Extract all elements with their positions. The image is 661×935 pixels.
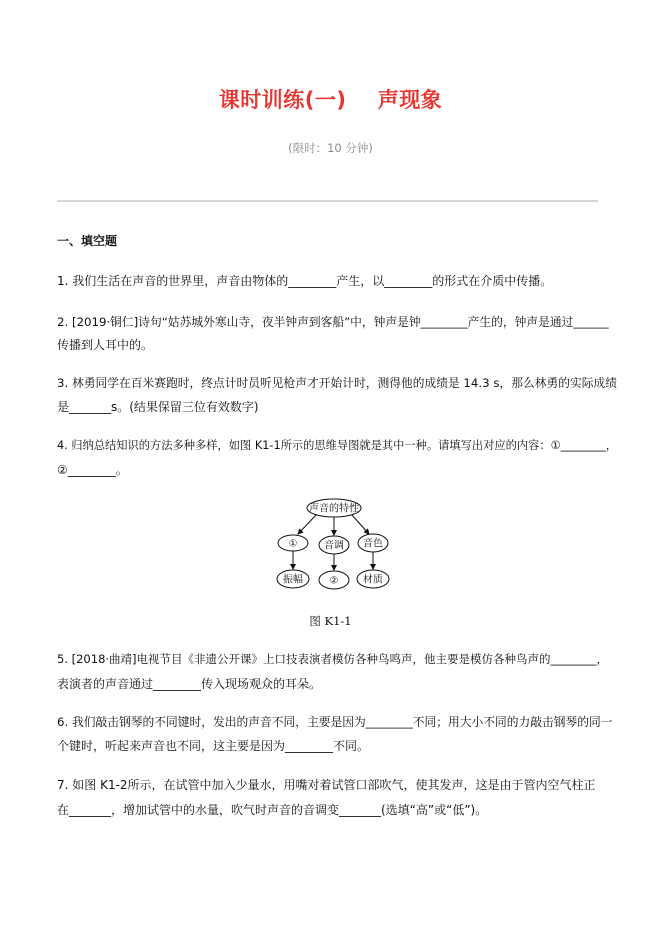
figure-caption: 图 K1-1 [309, 614, 352, 628]
question-3-line-1: 3. 林勇同学在百米赛跑时，终点计时员听见枪声才开始计时，测得他的成绩是 14.3 s，那么林勇的实际成绩 [57, 376, 617, 390]
question-7-line-2: 在_______，增加试管中的水量，吹气时声音的音调变_______(选填“高”或“低”)。 [57, 803, 488, 817]
question-5-line-1: 5. [2018·曲靖]电视节目《非遗公开课》上口技表演者模仿各种鸟鸣声，他主要是模仿各种鸟声的________， [57, 652, 609, 666]
question-6-line-1: 6. 我们敲击钢琴的不同键时，发出的声音不同，主要是因为________不同；用大小不同的力敲击钢琴的同一 [57, 715, 613, 729]
question-5-line-2: 表演者的声音通过________传入现场观众的耳朵。 [57, 677, 322, 691]
question-6-line-2: 个键时，听起来声音也不同，这主要是因为________不同。 [57, 739, 370, 753]
question-1-line-1: 1. 我们生活在声音的世界里，声音由物体的________产生，以________的形式在介质中传播。 [57, 274, 553, 288]
question-2-line-1: 2. [2019·铜仁]诗句“姑苏城外寒山寺，夜半钟声到客船”中，钟声是钟________产生的，钟声是通过______ [57, 315, 609, 329]
root-node-label: 声音的特性 [309, 503, 359, 515]
node-2-label: ② [329, 575, 339, 587]
question-4-line-2: ②________。 [57, 463, 128, 477]
connector [352, 515, 369, 534]
time-limit: (限时：10 分钟) [288, 141, 373, 155]
page-title: 课时训练(一) 声现象 [218, 88, 443, 112]
divider [57, 200, 598, 202]
question-7-line-1: 7. 如图 K1-2所示，在试管中加入少量水，用嘴对着试管口部吹气，使其发声，这是由于管内空气柱正 [57, 778, 596, 792]
node-timbre-label: 音色 [363, 538, 383, 550]
question-2-line-2: 传播到人耳中的。 [57, 338, 154, 352]
question-4-line-1: 4. 归纳总结知识的方法多种多样，如图 K1-1所示的思维导图就是其中一种。请填写出对应的内容：①________， [57, 439, 617, 452]
node-amplitude-label: 振幅 [283, 574, 303, 586]
mind-map-diagram [272, 497, 396, 597]
connector [298, 515, 316, 534]
node-1-label: ① [288, 538, 298, 550]
section-heading: 一、填空题 [57, 234, 118, 248]
node-material-label: 材质 [363, 574, 383, 586]
node-pitch-label: 音调 [324, 540, 344, 552]
question-3-line-2: 是_______s。(结果保留三位有效数字) [57, 400, 259, 414]
